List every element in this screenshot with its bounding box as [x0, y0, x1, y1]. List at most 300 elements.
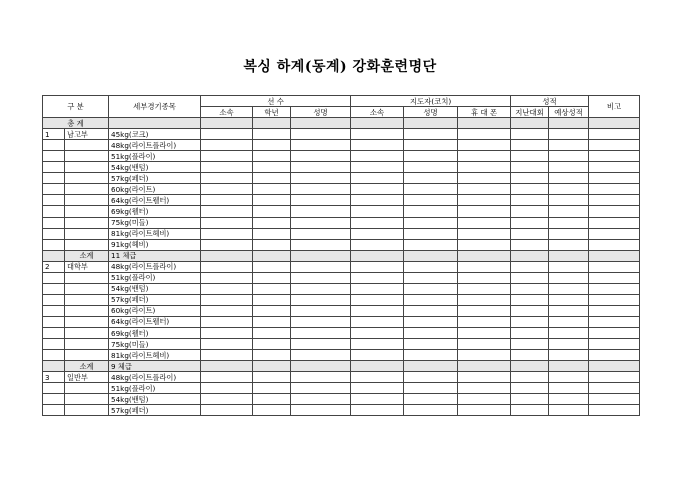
cell — [43, 339, 65, 350]
total-label: 총 계 — [43, 118, 109, 129]
cell — [589, 250, 640, 261]
group-name: 남고부 — [65, 129, 109, 140]
cell — [253, 361, 291, 372]
cell — [43, 206, 65, 217]
cell — [65, 294, 109, 305]
cell — [291, 195, 351, 206]
weight-class: 81kg(라이트헤비) — [109, 228, 201, 239]
cell — [404, 350, 458, 361]
cell — [549, 272, 589, 283]
cell — [201, 228, 253, 239]
cell — [43, 305, 65, 316]
cell — [43, 151, 65, 162]
cell — [404, 394, 458, 405]
cell — [201, 272, 253, 283]
cell — [291, 129, 351, 140]
header-remarks: 비고 — [589, 96, 640, 118]
cell — [458, 383, 511, 394]
cell — [549, 162, 589, 173]
table-row — [43, 272, 640, 283]
weight-class: 45kg(코크) — [109, 129, 201, 140]
cell — [549, 250, 589, 261]
cell — [351, 316, 404, 327]
cell — [253, 129, 291, 140]
cell — [549, 261, 589, 272]
table-row — [43, 339, 640, 350]
cell — [65, 239, 109, 250]
cell — [351, 118, 404, 129]
cell — [404, 272, 458, 283]
cell — [458, 394, 511, 405]
cell — [253, 151, 291, 162]
cell — [201, 162, 253, 173]
cell — [201, 339, 253, 350]
cell — [589, 239, 640, 250]
cell — [404, 173, 458, 184]
cell — [201, 261, 253, 272]
cell — [404, 239, 458, 250]
cell — [589, 350, 640, 361]
cell — [65, 162, 109, 173]
cell — [404, 195, 458, 206]
cell — [253, 394, 291, 405]
cell — [511, 405, 549, 416]
cell — [291, 261, 351, 272]
cell — [589, 151, 640, 162]
cell — [404, 228, 458, 239]
table-row — [43, 383, 640, 394]
cell — [511, 195, 549, 206]
cell — [65, 283, 109, 294]
cell — [291, 405, 351, 416]
table-row — [43, 173, 640, 184]
cell — [43, 327, 65, 338]
cell — [458, 195, 511, 206]
cell — [43, 394, 65, 405]
cell — [291, 272, 351, 283]
cell — [65, 339, 109, 350]
cell — [65, 405, 109, 416]
subtotal-row — [43, 361, 640, 372]
cell — [511, 283, 549, 294]
cell — [458, 217, 511, 228]
cell — [43, 294, 65, 305]
cell — [291, 327, 351, 338]
cell — [201, 129, 253, 140]
cell — [201, 206, 253, 217]
cell — [43, 361, 65, 372]
cell — [253, 294, 291, 305]
cell — [109, 118, 201, 129]
cell — [201, 327, 253, 338]
cell — [43, 162, 65, 173]
cell — [404, 118, 458, 129]
cell — [458, 206, 511, 217]
cell — [65, 140, 109, 151]
cell — [253, 239, 291, 250]
cell — [201, 217, 253, 228]
cell — [65, 228, 109, 239]
subtotal-label: 소계 — [65, 361, 109, 372]
weight-class: 69kg(웰터) — [109, 206, 201, 217]
weight-class: 54kg(밴텀) — [109, 162, 201, 173]
cell — [351, 239, 404, 250]
cell — [589, 361, 640, 372]
header-athlete-grade: 학년 — [253, 107, 291, 118]
cell — [351, 283, 404, 294]
cell — [291, 372, 351, 383]
cell — [253, 206, 291, 217]
cell — [253, 283, 291, 294]
cell — [201, 283, 253, 294]
cell — [351, 294, 404, 305]
weight-class: 54kg(밴텀) — [109, 394, 201, 405]
cell — [511, 272, 549, 283]
cell — [351, 327, 404, 338]
cell — [351, 184, 404, 195]
cell — [511, 339, 549, 350]
cell — [351, 305, 404, 316]
cell — [65, 217, 109, 228]
table-row — [43, 228, 640, 239]
cell — [43, 350, 65, 361]
cell — [201, 140, 253, 151]
cell — [351, 383, 404, 394]
cell — [253, 140, 291, 151]
weight-class: 51kg(플라이) — [109, 383, 201, 394]
cell — [404, 372, 458, 383]
cell — [43, 228, 65, 239]
cell — [458, 261, 511, 272]
cell — [549, 228, 589, 239]
cell — [589, 206, 640, 217]
cell — [404, 151, 458, 162]
cell — [458, 184, 511, 195]
weight-class: 60kg(라이트) — [109, 184, 201, 195]
cell — [291, 239, 351, 250]
cell — [291, 228, 351, 239]
table-row — [43, 405, 640, 416]
cell — [511, 316, 549, 327]
weight-class: 51kg(플라이) — [109, 272, 201, 283]
cell — [351, 162, 404, 173]
group-name: 대학부 — [65, 261, 109, 272]
cell — [253, 372, 291, 383]
cell — [43, 383, 65, 394]
cell — [589, 339, 640, 350]
cell — [589, 129, 640, 140]
cell — [351, 173, 404, 184]
table-row — [43, 372, 640, 383]
cell — [65, 305, 109, 316]
weight-class: 57kg(페더) — [109, 294, 201, 305]
cell — [43, 195, 65, 206]
cell — [589, 383, 640, 394]
cell — [291, 305, 351, 316]
cell — [291, 184, 351, 195]
document-title: 복싱 하계(동계) 강화훈련명단 — [243, 59, 437, 75]
cell — [253, 250, 291, 261]
weight-class: 64kg(라이트웰터) — [109, 195, 201, 206]
cell — [201, 350, 253, 361]
header-athlete-affiliation: 소속 — [201, 107, 253, 118]
cell — [253, 173, 291, 184]
cell — [589, 217, 640, 228]
cell — [351, 151, 404, 162]
cell — [549, 327, 589, 338]
cell — [351, 217, 404, 228]
cell — [201, 151, 253, 162]
table-row — [43, 350, 640, 361]
cell — [458, 361, 511, 372]
table-row — [43, 294, 640, 305]
cell — [291, 217, 351, 228]
cell — [458, 272, 511, 283]
cell — [201, 383, 253, 394]
cell — [589, 173, 640, 184]
header-results-expected: 예상성적 — [549, 107, 589, 118]
table-row — [43, 217, 640, 228]
weight-class: 64kg(라이트웰터) — [109, 316, 201, 327]
cell — [201, 361, 253, 372]
table-row — [43, 195, 640, 206]
cell — [404, 250, 458, 261]
cell — [351, 261, 404, 272]
cell — [549, 118, 589, 129]
cell — [351, 206, 404, 217]
cell — [589, 261, 640, 272]
cell — [511, 294, 549, 305]
header-results-last: 지난대회 — [511, 107, 549, 118]
cell — [458, 283, 511, 294]
cell — [291, 394, 351, 405]
cell — [291, 151, 351, 162]
cell — [201, 305, 253, 316]
cell — [253, 350, 291, 361]
group-number: 3 — [43, 372, 65, 383]
cell — [549, 316, 589, 327]
cell — [201, 394, 253, 405]
cell — [549, 405, 589, 416]
table-row — [43, 261, 640, 272]
cell — [511, 162, 549, 173]
cell — [458, 339, 511, 350]
header-coach: 지도자(코치) — [351, 96, 511, 107]
cell — [404, 339, 458, 350]
weight-class: 75kg(미들) — [109, 339, 201, 350]
table-row — [43, 305, 640, 316]
cell — [404, 327, 458, 338]
cell — [511, 305, 549, 316]
cell — [253, 272, 291, 283]
cell — [291, 339, 351, 350]
cell — [291, 383, 351, 394]
cell — [549, 361, 589, 372]
subtotal-value: 11 체급 — [109, 250, 201, 261]
cell — [253, 195, 291, 206]
cell — [404, 294, 458, 305]
weight-class: 48kg(라이트플라이) — [109, 372, 201, 383]
cell — [65, 206, 109, 217]
cell — [458, 405, 511, 416]
table-row — [43, 206, 640, 217]
cell — [65, 195, 109, 206]
cell — [589, 294, 640, 305]
cell — [253, 217, 291, 228]
cell — [458, 239, 511, 250]
cell — [511, 361, 549, 372]
cell — [589, 118, 640, 129]
cell — [404, 361, 458, 372]
cell — [351, 372, 404, 383]
cell — [201, 184, 253, 195]
cell — [43, 239, 65, 250]
weight-class: 57kg(페더) — [109, 405, 201, 416]
cell — [458, 350, 511, 361]
cell — [589, 283, 640, 294]
cell — [458, 151, 511, 162]
cell — [511, 118, 549, 129]
cell — [291, 316, 351, 327]
cell — [404, 184, 458, 195]
cell — [43, 272, 65, 283]
header-athlete-name: 성명 — [291, 107, 351, 118]
table-row — [43, 327, 640, 338]
cell — [404, 405, 458, 416]
cell — [589, 316, 640, 327]
group-number: 2 — [43, 261, 65, 272]
cell — [511, 383, 549, 394]
cell — [549, 294, 589, 305]
cell — [458, 316, 511, 327]
weight-class: 81kg(라이트헤비) — [109, 350, 201, 361]
weight-class: 57kg(페더) — [109, 173, 201, 184]
cell — [589, 372, 640, 383]
cell — [589, 305, 640, 316]
cell — [511, 140, 549, 151]
cell — [65, 327, 109, 338]
cell — [291, 162, 351, 173]
header-event: 세부경기종목 — [109, 96, 201, 118]
cell — [589, 405, 640, 416]
cell — [549, 206, 589, 217]
cell — [43, 316, 65, 327]
roster-body — [43, 118, 640, 416]
cell — [201, 372, 253, 383]
cell — [253, 316, 291, 327]
cell — [589, 228, 640, 239]
cell — [511, 206, 549, 217]
cell — [404, 305, 458, 316]
cell — [404, 383, 458, 394]
cell — [458, 162, 511, 173]
cell — [351, 339, 404, 350]
cell — [458, 327, 511, 338]
weight-class: 48kg(라이트플라이) — [109, 140, 201, 151]
cell — [549, 129, 589, 140]
cell — [549, 350, 589, 361]
cell — [549, 195, 589, 206]
weight-class: 60kg(라이트) — [109, 305, 201, 316]
subtotal-label: 소계 — [65, 250, 109, 261]
cell — [549, 372, 589, 383]
cell — [291, 118, 351, 129]
cell — [589, 195, 640, 206]
cell — [253, 327, 291, 338]
cell — [351, 405, 404, 416]
total-row — [43, 118, 640, 129]
cell — [201, 250, 253, 261]
cell — [65, 151, 109, 162]
table-row — [43, 162, 640, 173]
cell — [43, 173, 65, 184]
weight-class: 91kg(헤비) — [109, 239, 201, 250]
cell — [549, 173, 589, 184]
cell — [589, 394, 640, 405]
cell — [589, 140, 640, 151]
cell — [511, 350, 549, 361]
cell — [511, 217, 549, 228]
cell — [511, 151, 549, 162]
cell — [458, 294, 511, 305]
cell — [201, 405, 253, 416]
cell — [404, 206, 458, 217]
cell — [511, 173, 549, 184]
cell — [291, 173, 351, 184]
cell — [589, 162, 640, 173]
cell — [511, 228, 549, 239]
cell — [549, 383, 589, 394]
cell — [201, 294, 253, 305]
table-row — [43, 316, 640, 327]
cell — [291, 250, 351, 261]
cell — [43, 184, 65, 195]
cell — [351, 350, 404, 361]
cell — [404, 261, 458, 272]
cell — [404, 129, 458, 140]
cell — [291, 140, 351, 151]
cell — [43, 217, 65, 228]
cell — [65, 383, 109, 394]
cell — [549, 217, 589, 228]
cell — [43, 250, 65, 261]
cell — [589, 272, 640, 283]
cell — [65, 350, 109, 361]
cell — [65, 184, 109, 195]
weight-class: 51kg(플라이) — [109, 151, 201, 162]
cell — [589, 184, 640, 195]
cell — [458, 372, 511, 383]
cell — [511, 394, 549, 405]
cell — [511, 372, 549, 383]
cell — [253, 118, 291, 129]
table-row — [43, 239, 640, 250]
group-name: 일반부 — [65, 372, 109, 383]
cell — [351, 272, 404, 283]
cell — [458, 140, 511, 151]
cell — [511, 327, 549, 338]
cell — [65, 394, 109, 405]
subtotal-row — [43, 250, 640, 261]
cell — [458, 305, 511, 316]
cell — [43, 140, 65, 151]
weight-class: 69kg(웰터) — [109, 327, 201, 338]
cell — [351, 250, 404, 261]
header-coach-affiliation: 소속 — [351, 107, 404, 118]
cell — [511, 239, 549, 250]
group-number: 1 — [43, 129, 65, 140]
cell — [291, 283, 351, 294]
